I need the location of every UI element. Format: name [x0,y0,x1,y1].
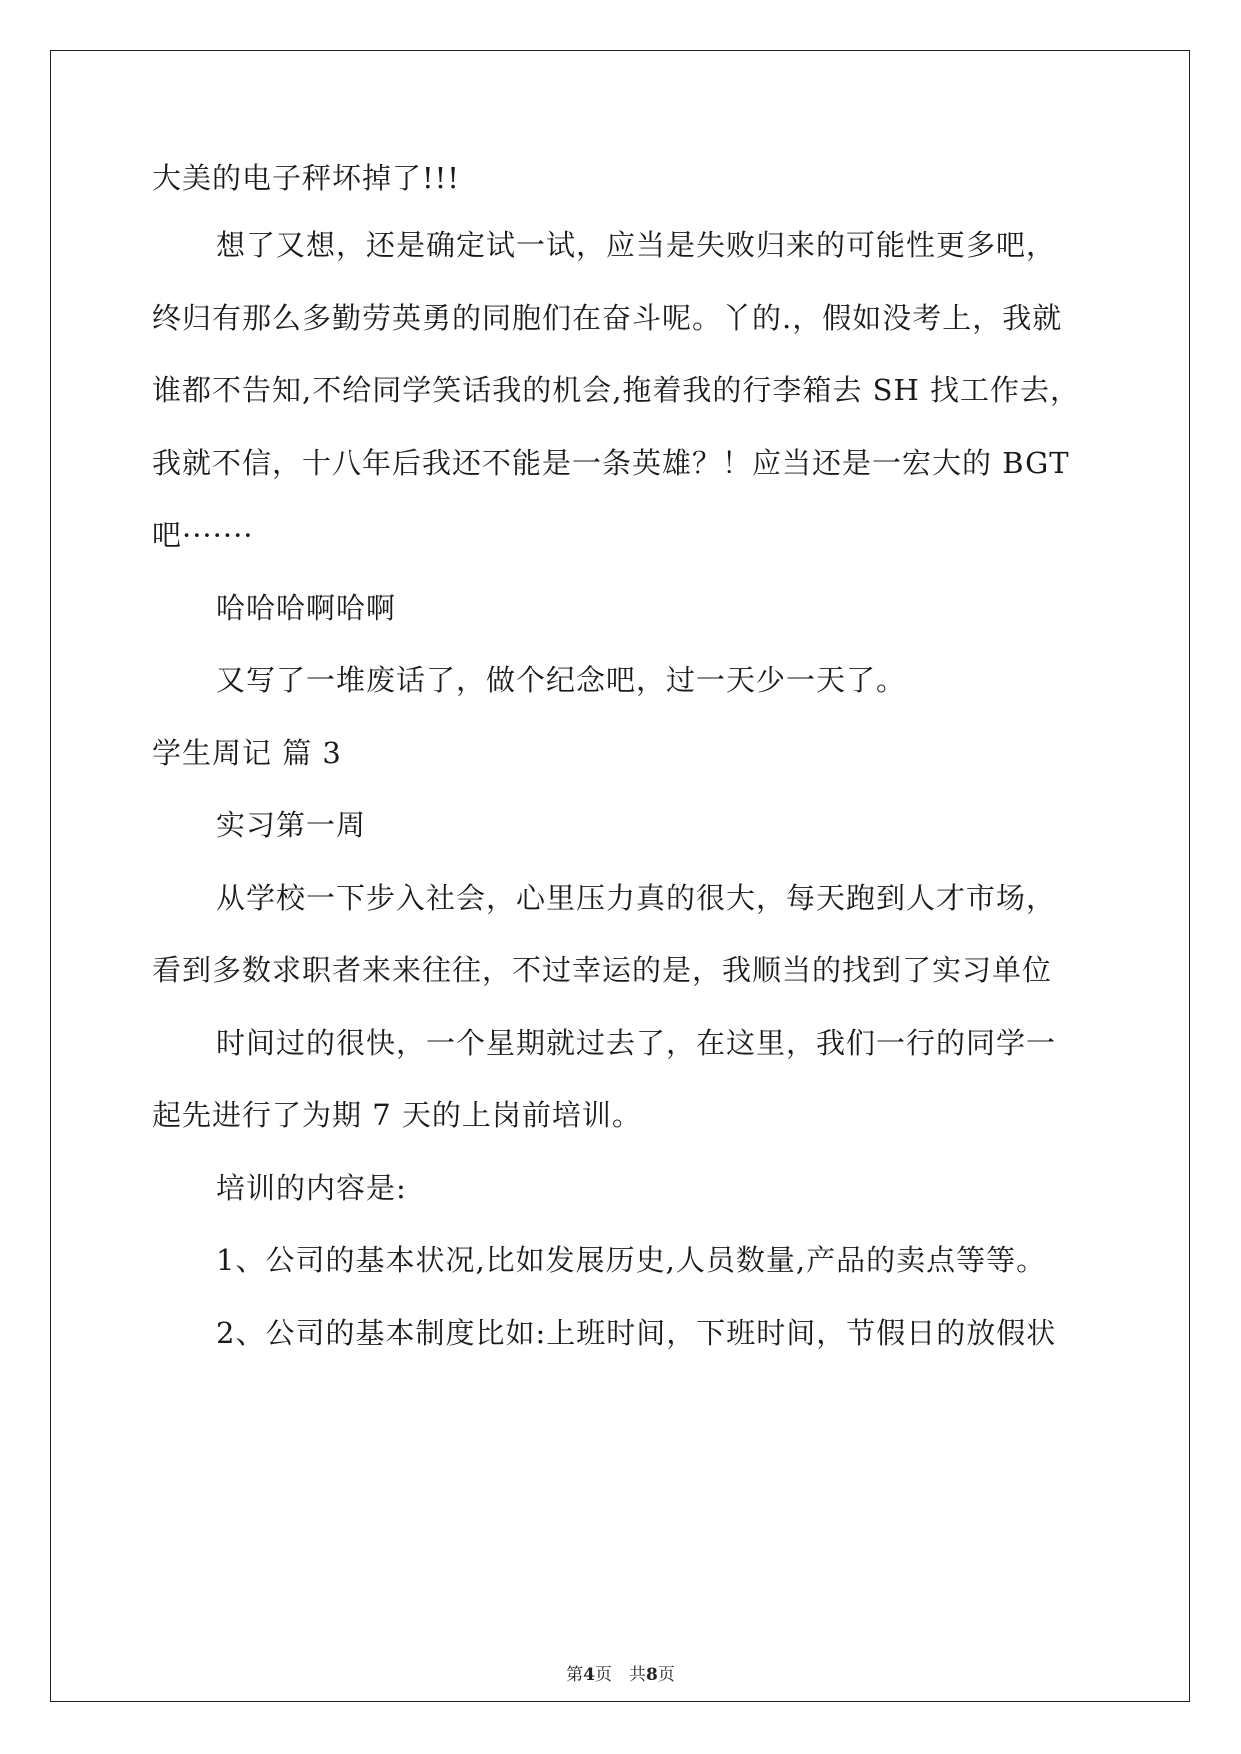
text-line: 大美的电子秤坏掉了!!! [152,161,460,195]
text-line: 起先进行了为期 7 天的上岗前培训。 [152,1098,642,1132]
text-line: 1、公司的基本状况,比如发展历史,人员数量,产品的卖点等等。 [216,1243,1047,1277]
text-line: 时间过的很快，一个星期就过去了，在这里，我们一行的同学一 [216,1026,1057,1060]
footer-text: 页 [657,1665,675,1685]
text-line: 我就不信，十八年后我还不能是一条英雄？！应当还是一宏大的 BGT [152,446,1070,480]
text-line: 看到多数求职者来来往往，不过幸运的是，我顺当的找到了实习单位 [152,953,1053,987]
page-number: 4 [583,1665,595,1685]
text-line: 终归有那么多勤劳英勇的同胞们在奋斗呢。丫的.，假如没考上，我就 [152,301,1063,335]
text-line: 从学校一下步入社会，心里压力真的很大，每天跑到人才市场， [216,881,1057,915]
text-line: 吧······· [152,518,254,552]
page-footer [0,1660,1241,1685]
text-line: 培训的内容是: [216,1171,407,1205]
text-line: 谁都不告知,不给同学笑话我的机会,拖着我的行李箱去 SH 找工作去， [152,373,1081,407]
text-line: 2、公司的基本制度比如:上班时间，下班时间，节假日的放假状 [216,1316,1057,1350]
text-line: 哈哈哈啊哈啊 [216,591,397,625]
footer-text: 页 共 [595,1665,646,1685]
page-total: 8 [646,1665,658,1685]
text-line: 又写了一堆废话了，做个纪念吧，过一天少一天了。 [216,663,907,697]
footer-text: 第 [566,1665,584,1685]
text-line: 实习第一周 [216,808,367,842]
section-heading: 学生周记 篇 3 [152,736,342,770]
text-line: 想了又想，还是确定试一试，应当是失败归来的可能性更多吧， [216,228,1057,262]
